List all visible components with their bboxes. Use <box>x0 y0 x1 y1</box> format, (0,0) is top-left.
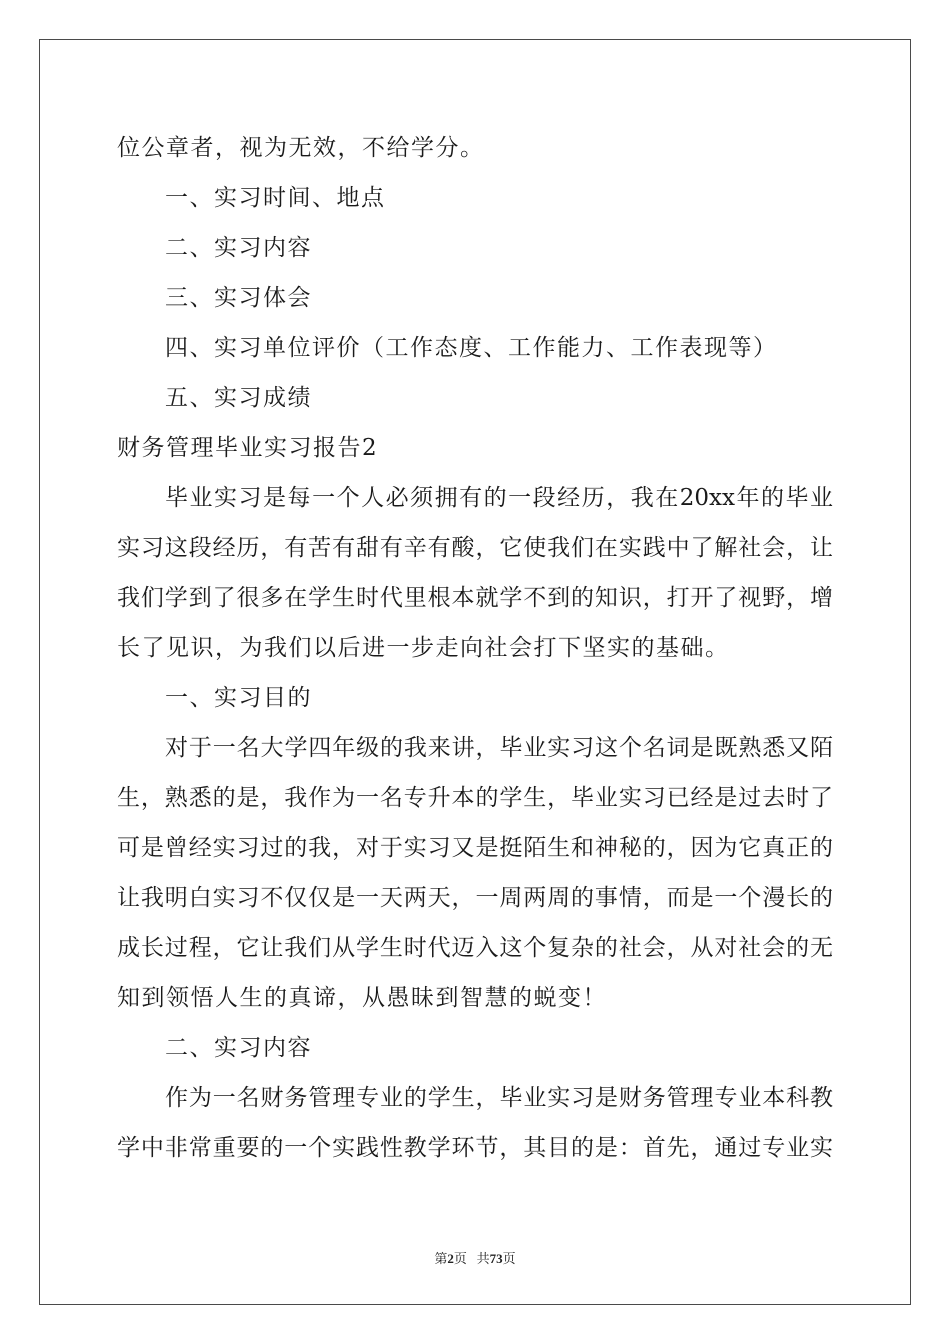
section-heading: 二、实习内容 <box>165 1035 312 1061</box>
body-line: 作为一名财务管理专业的学生，毕业实习是财务管理专业本科教 <box>165 1085 833 1111</box>
page-footer <box>0 1248 950 1267</box>
body-line: 实习这段经历，有苦有甜有辛有酸，它使我们在实践中了解社会，让 <box>117 535 833 561</box>
body-line: 知到领悟人生的真谛，从愚昧到智慧的蜕变！ <box>117 985 607 1011</box>
total-pages: 73 <box>489 1251 503 1266</box>
section-heading: 一、实习目的 <box>165 685 312 711</box>
page-suffix: 页 <box>453 1251 467 1266</box>
section-heading: 三、实习体会 <box>165 285 312 311</box>
total-suffix: 页 <box>502 1251 516 1266</box>
body-line: 我们学到了很多在学生时代里根本就学不到的知识，打开了视野，增 <box>117 585 833 611</box>
body-line: 可是曾经实习过的我，对于实习又是挺陌生和神秘的，因为它真正的 <box>117 835 833 861</box>
total-prefix: 共 <box>476 1251 490 1266</box>
page-border <box>39 39 911 1305</box>
report-title: 财务管理毕业实习报告2 <box>117 435 379 461</box>
body-line: 毕业实习是每一个人必须拥有的一段经历，我在20xx年的毕业 <box>165 485 833 511</box>
body-line: 成长过程，它让我们从学生时代迈入这个复杂的社会，从对社会的无 <box>117 935 833 961</box>
body-line: 对于一名大学四年级的我来讲，毕业实习这个名词是既熟悉又陌 <box>165 735 833 761</box>
section-heading: 二、实习内容 <box>165 235 312 261</box>
page-number: 2 <box>447 1251 454 1266</box>
body-line: 位公章者，视为无效，不给学分。 <box>117 135 485 161</box>
page-prefix: 第 <box>434 1251 448 1266</box>
body-line: 长了见识，为我们以后进一步走向社会打下坚实的基础。 <box>117 635 730 661</box>
section-heading: 五、实习成绩 <box>165 385 312 411</box>
section-heading: 一、实习时间、地点 <box>165 185 386 211</box>
body-line: 学中非常重要的一个实践性教学环节，其目的是：首先，通过专业实 <box>117 1135 833 1161</box>
body-line: 生，熟悉的是，我作为一名专升本的学生，毕业实习已经是过去时了 <box>117 785 833 811</box>
body-line: 让我明白实习不仅仅是一天两天，一周两周的事情，而是一个漫长的 <box>117 885 833 911</box>
section-heading: 四、实习单位评价（工作态度、工作能力、工作表现等） <box>165 335 778 361</box>
